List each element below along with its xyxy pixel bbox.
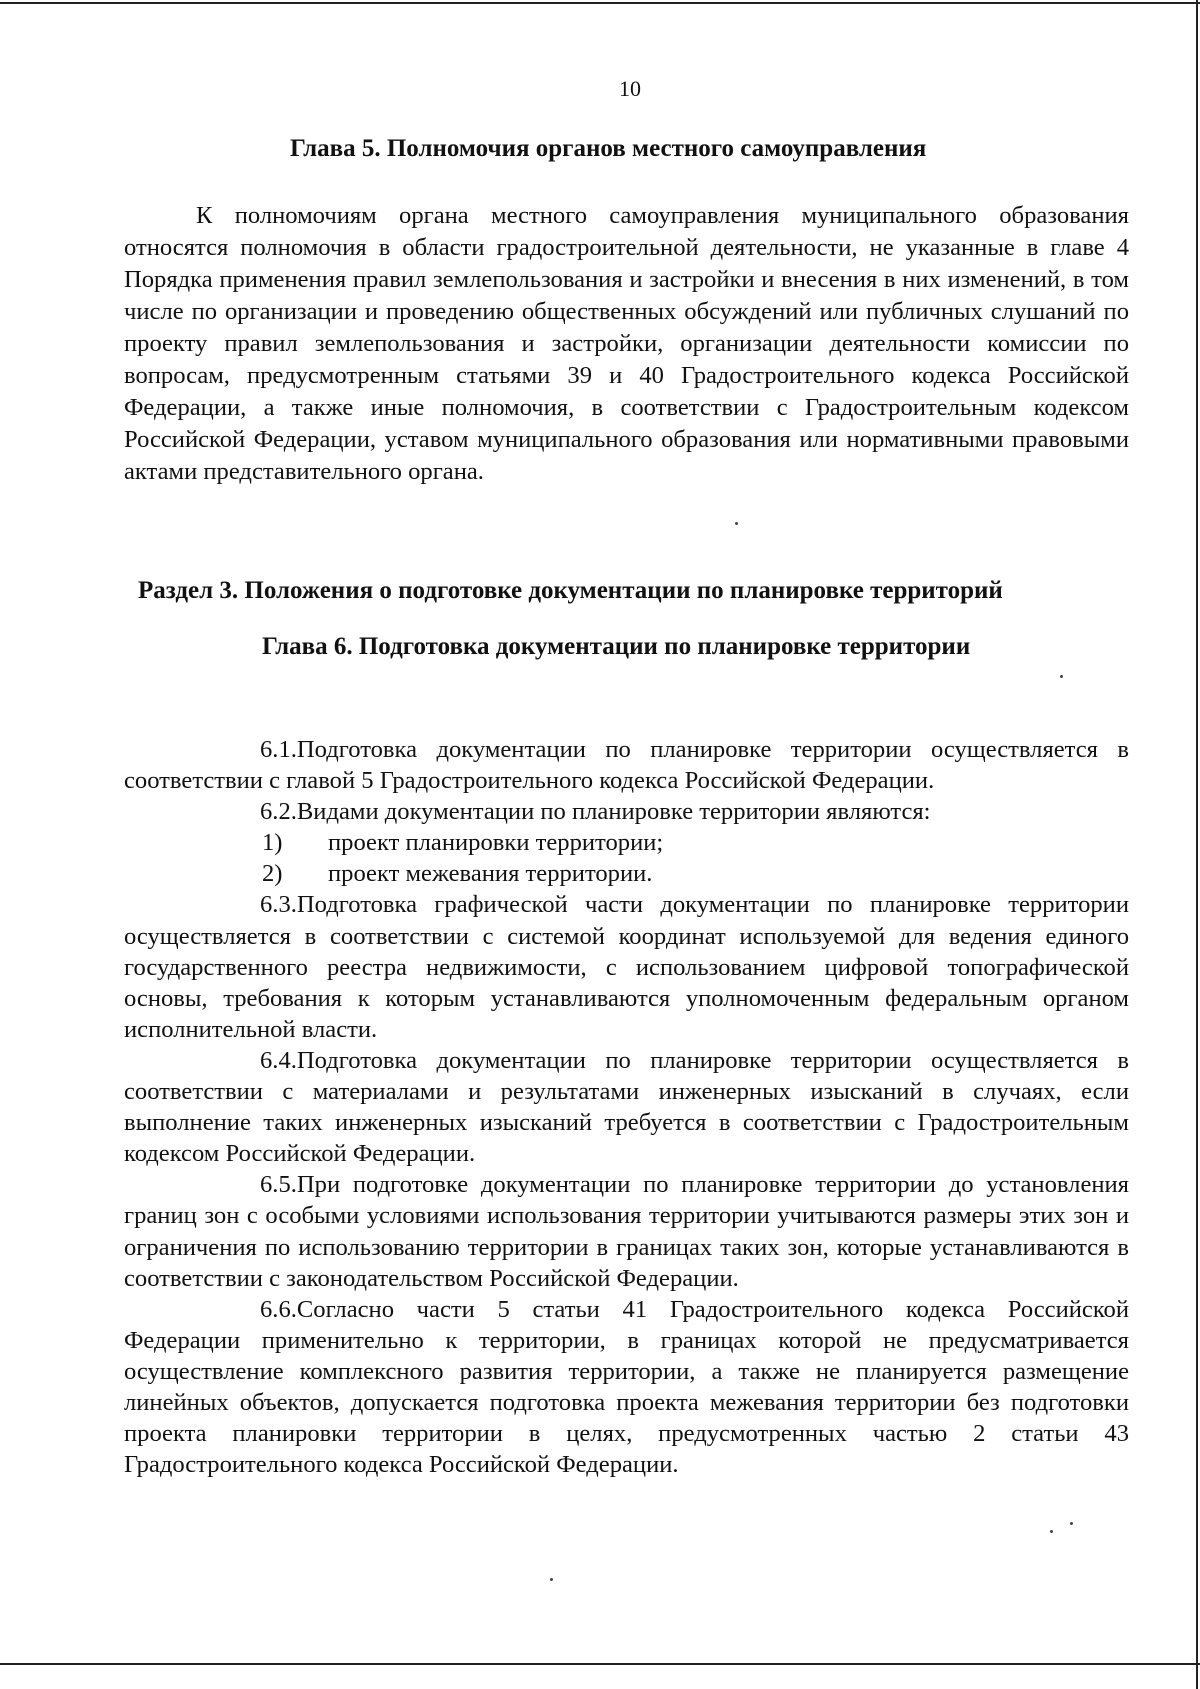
clause-number: 6.2. xyxy=(260,798,297,826)
clause-text: Подготовка графической части документации по планировке территории осуществляется в соответствии с системой координат используемой для ведения единого государственного реестра недвижимости, с использованием цифровой топографической основы, требования к которым устанавливаются уполномоченным федеральным органом исполнительной власти. xyxy=(124,891,1129,1043)
clause-text: Подготовка документации по планировке территории осуществляется в соответствии с материалами и результатами инженерных изысканий в случаях, если выполнение таких инженерных изысканий требуется в соответствии с Градостроительным кодексом Российской Федерации. xyxy=(124,1046,1129,1168)
clause-6-3 xyxy=(124,889,1129,1044)
scan-speck xyxy=(1070,1522,1073,1525)
clause-6-6 xyxy=(124,1294,1129,1481)
chapter-5-heading: Глава 5. Полномочия органов местного самоуправления xyxy=(290,135,927,162)
scan-border-bottom xyxy=(0,1663,1200,1665)
clause-6-5 xyxy=(124,1169,1129,1293)
clause-number: 6.6. xyxy=(260,1295,297,1323)
clause-number: 6.5. xyxy=(260,1171,297,1199)
list-item-text: проект межевания территории. xyxy=(328,860,653,888)
scan-border-top xyxy=(0,2,1200,4)
clause-text: Видами документации по планировке территории являются: xyxy=(296,798,931,826)
chapter-6-heading: Глава 6. Подготовка документации по планировке территории xyxy=(262,633,971,660)
chapter-6-body xyxy=(124,734,1129,1480)
scan-speck xyxy=(1060,675,1063,678)
scan-speck xyxy=(1050,1530,1053,1533)
list-item-number: 1) xyxy=(262,829,283,857)
clause-6-4 xyxy=(124,1045,1129,1169)
chapter-5-paragraph: К полномочиям органа местного самоуправления муниципального образования относятся полномочия в области градостроительной деятельности, не указанные в главе 4 Порядка применения правил землепользования и застройки и внесения в них изменений, в том числе по организации и проведению общественных обсуждений или публичных слушаний по проекту правил землепользования и застройки, организации деятельности комиссии по вопросам, предусмотренным статьями 39 и 40 Градостроительного кодекса Российской Федерации, а также иные полномочия, в соответствии с Градостроительным кодексом Российской Федерации, уставом муниципального образования или нормативными правовыми актами представительного органа. xyxy=(124,202,1129,485)
list-item-number: 2) xyxy=(262,860,283,888)
clause-6-2 xyxy=(124,796,1129,827)
list-item-text: проект планировки территории; xyxy=(328,829,664,857)
scan-speck xyxy=(550,1578,553,1581)
clause-text: При подготовке документации по планировке территории до установления границ зон с особыми условиями использования территории учитываются размеры этих зон и ограничения по использованию территории в границах таких зон, которые устанавливаются в соответствии с законодательством Российской Федерации. xyxy=(124,1171,1129,1292)
clause-number: 6.1. xyxy=(260,736,297,763)
list-item xyxy=(124,827,1129,858)
clause-text: Согласно части 5 статьи 41 Градостроительного кодекса Российской Федерации применительно к территории, в границах которой не предусматривается осуществление комплексного развития территории, а также не планируется размещение линейных объектов, допускается подготовка проекта межевания территории без подготовки проекта планировки территории в целях, предусмотренных частью 2 статьи 43 Градостроительного кодекса Российской Федерации. xyxy=(124,1295,1129,1479)
clause-number: 6.3. xyxy=(260,891,297,919)
scan-border-right xyxy=(1196,0,1198,1689)
section-3-heading: Раздел 3. Положения о подготовке документации по планировке территорий xyxy=(138,577,1003,604)
scan-speck xyxy=(735,522,738,525)
list-item xyxy=(124,858,1129,889)
page-number: 10 xyxy=(619,76,641,101)
clause-6-1 xyxy=(124,734,1129,796)
clause-number: 6.4. xyxy=(260,1046,297,1074)
clause-text: Подготовка документации по планировке территории осуществляется в соответствии с главой 5 Градостроительного кодекса Российской Федерации. xyxy=(124,736,1129,795)
